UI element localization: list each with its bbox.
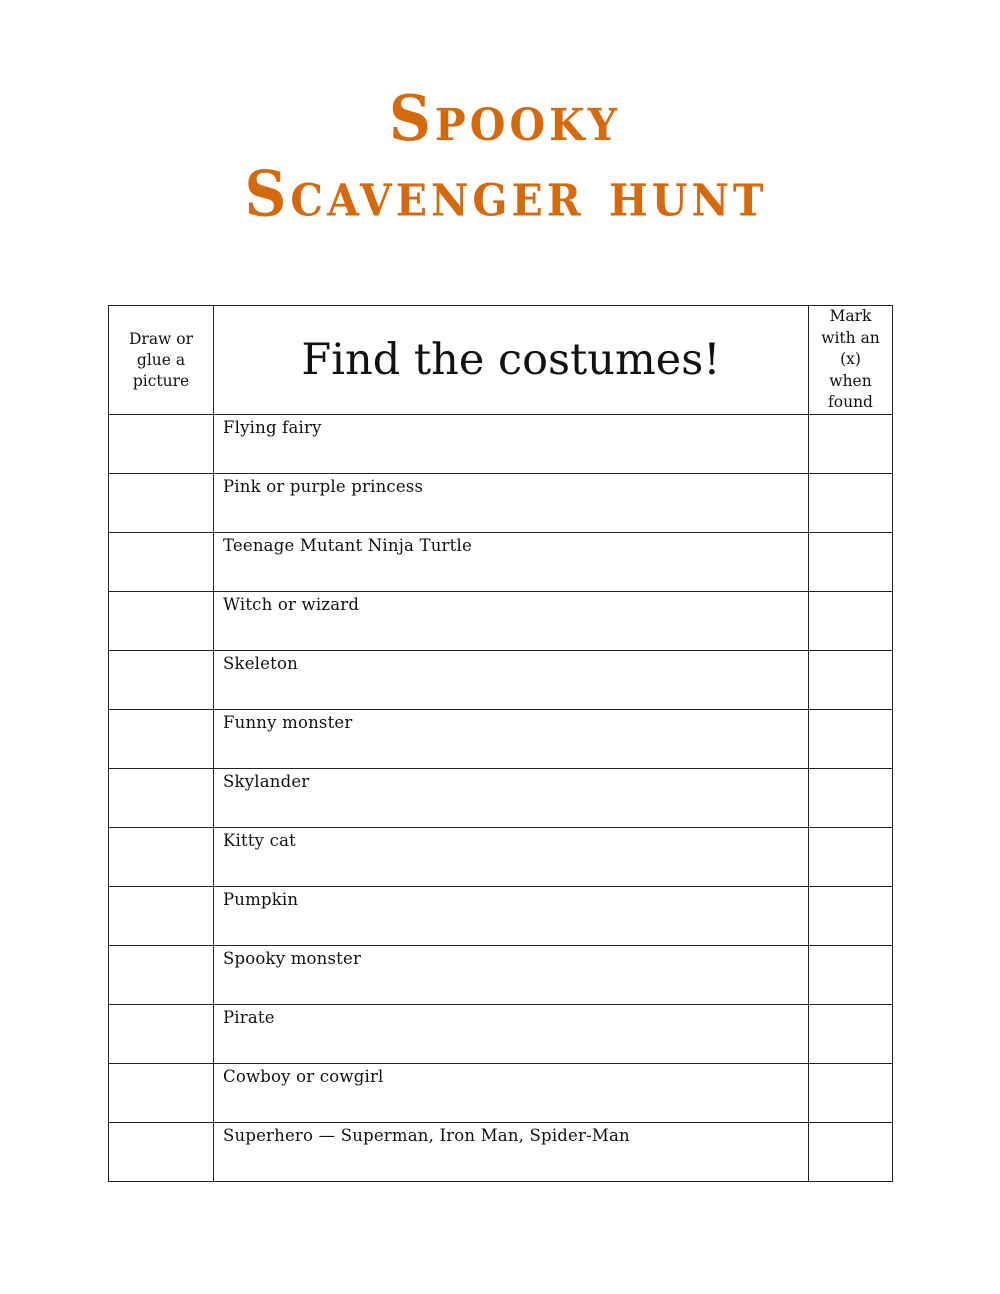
title-line-2: Scavenger hunt — [244, 157, 768, 231]
costume-checklist-table — [108, 305, 893, 1182]
table-row — [109, 769, 893, 828]
table-row — [109, 474, 893, 533]
table-row — [109, 1005, 893, 1064]
table-row — [109, 651, 893, 710]
costume-name: Teenage Mutant Ninja Turtle — [214, 533, 809, 592]
found-mark-cell[interactable] — [809, 1123, 893, 1182]
table-row — [109, 533, 893, 592]
picture-cell[interactable] — [109, 1064, 214, 1123]
costume-name: Kitty cat — [214, 828, 809, 887]
picture-cell[interactable] — [109, 1123, 214, 1182]
mark-column-header — [809, 306, 893, 415]
picture-column-header-text: Draw or glue a picture — [128, 329, 193, 390]
picture-cell[interactable] — [109, 474, 214, 533]
found-mark-cell[interactable] — [809, 415, 893, 474]
picture-cell[interactable] — [109, 533, 214, 592]
worksheet-title — [0, 81, 1000, 231]
title-line-1: Spooky — [389, 81, 621, 155]
costume-name: Witch or wizard — [214, 592, 809, 651]
picture-cell[interactable] — [109, 946, 214, 1005]
table-row — [109, 887, 893, 946]
costume-name: Funny monster — [214, 710, 809, 769]
costume-name: Skeleton — [214, 651, 809, 710]
picture-cell[interactable] — [109, 1005, 214, 1064]
costume-name: Cowboy or cowgirl — [214, 1064, 809, 1123]
checklist-heading: Find the costumes! — [214, 306, 809, 415]
found-mark-cell[interactable] — [809, 1064, 893, 1123]
table-row — [109, 828, 893, 887]
mark-column-header-text: Mark with an (x) when found — [821, 307, 880, 412]
found-mark-cell[interactable] — [809, 651, 893, 710]
found-mark-cell[interactable] — [809, 887, 893, 946]
costume-name: Spooky monster — [214, 946, 809, 1005]
costume-name: Flying fairy — [214, 415, 809, 474]
found-mark-cell[interactable] — [809, 474, 893, 533]
table-row — [109, 592, 893, 651]
table-header-row — [109, 306, 893, 415]
table-row — [109, 1123, 893, 1182]
found-mark-cell[interactable] — [809, 828, 893, 887]
picture-cell[interactable] — [109, 651, 214, 710]
picture-column-header — [109, 306, 214, 415]
found-mark-cell[interactable] — [809, 946, 893, 1005]
costume-name: Pirate — [214, 1005, 809, 1064]
table-row — [109, 710, 893, 769]
checklist-rows — [109, 415, 893, 1182]
found-mark-cell[interactable] — [809, 592, 893, 651]
picture-cell[interactable] — [109, 887, 214, 946]
table-row — [109, 946, 893, 1005]
picture-cell[interactable] — [109, 710, 214, 769]
picture-cell[interactable] — [109, 828, 214, 887]
table-row — [109, 1064, 893, 1123]
found-mark-cell[interactable] — [809, 1005, 893, 1064]
picture-cell[interactable] — [109, 769, 214, 828]
picture-cell[interactable] — [109, 415, 214, 474]
picture-cell[interactable] — [109, 592, 214, 651]
found-mark-cell[interactable] — [809, 533, 893, 592]
table-row — [109, 415, 893, 474]
costume-name: Superhero — Superman, Iron Man, Spider-Man — [214, 1123, 809, 1182]
found-mark-cell[interactable] — [809, 769, 893, 828]
costume-name: Skylander — [214, 769, 809, 828]
costume-name: Pumpkin — [214, 887, 809, 946]
costume-name: Pink or purple princess — [214, 474, 809, 533]
found-mark-cell[interactable] — [809, 710, 893, 769]
